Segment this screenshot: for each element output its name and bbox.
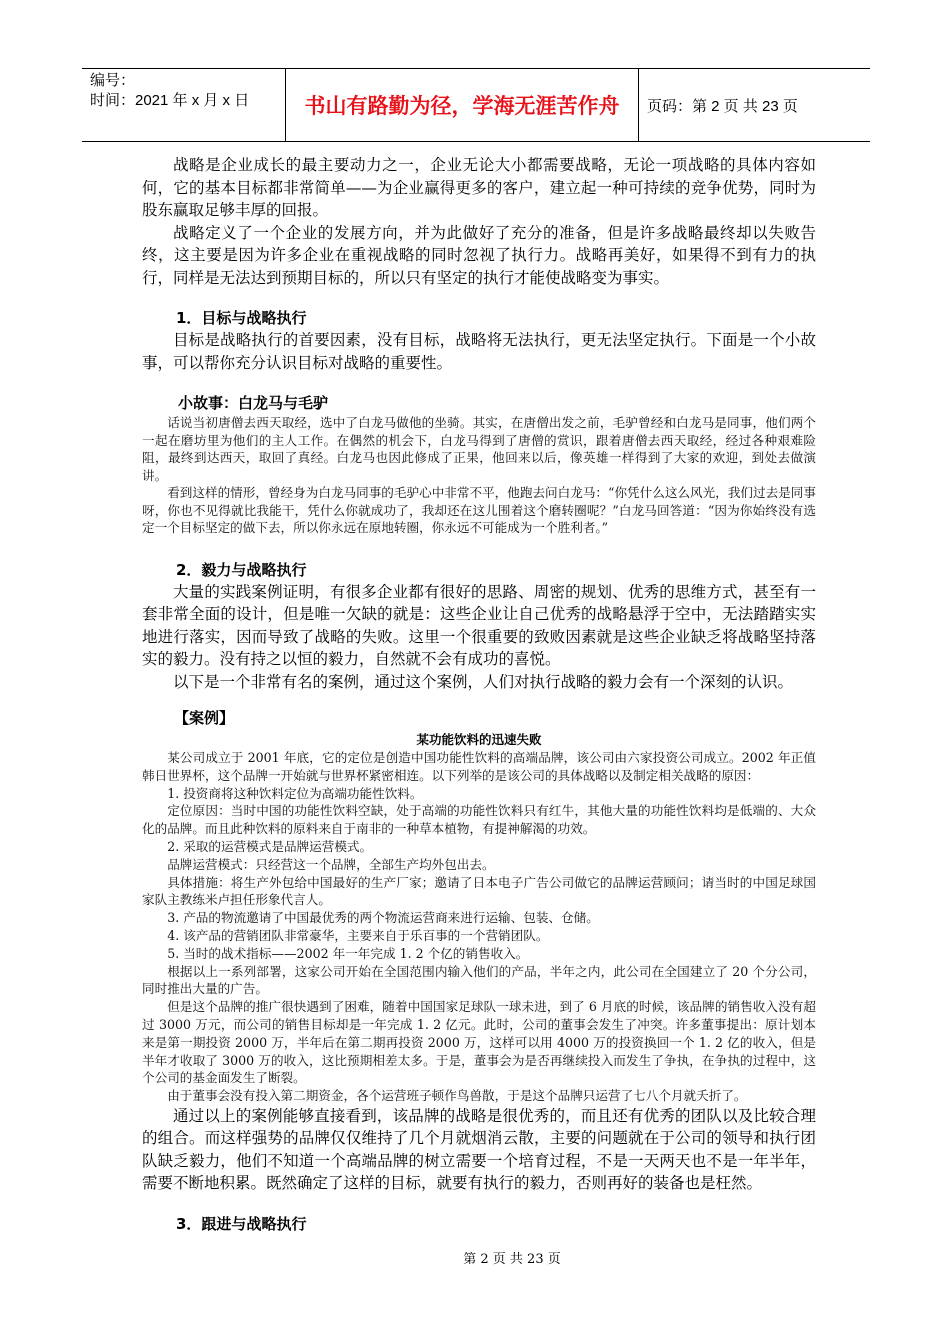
section-perseverance-paragraph-1: 大量的实践案例证明，有很多企业都有很好的思路、周密的规划、优秀的思维方式，甚至有一套非常全面的设计，但是唯一欠缺的就是：这些企业让自己优秀的战略悬浮于空中，无法踏踏实实地进行落实，因而导致了战略的失败。这里一个很重要的致败因素就是这些企业缺乏将战略坚持落实的毅力。没有持之以恒的毅力，自然就不会有成功的喜悦。: [142, 582, 816, 668]
case-line: 2. 采取的运营模式是品牌运营模式。: [167, 838, 373, 854]
section-heading-goal: 1．目标与战略执行: [176, 309, 307, 327]
case-line: 由于董事会没有投入第二期资金，各个运营班子顿作鸟兽散，于是这个品牌只运营了七八个月就夭折了。: [167, 1088, 747, 1104]
case-body: [142, 749, 816, 1105]
header-motto: 书山有路勤为径，学海无涯苦作舟: [286, 69, 639, 141]
case-line: 4. 该产品的营销团队非常豪华，主要来自于乐百事的一个营销团队。: [167, 927, 549, 943]
header-meta: [82, 69, 286, 141]
story-paragraph-2: 看到这样的情形，曾经身为白龙马同事的毛驴心中非常不平，他跑去问白龙马：“你凭什么这么风光，我们过去是同事呀，你也不见得就比我能干，凭什么你就成功了，我却还在这儿围着这个磨转圈呢？”白龙马回答道：“因为你始终没有选定一个目标坚定的做下去，所以你永远在原地转圈，你永远不可能成为一个胜利者。”: [142, 485, 816, 535]
case-line: 根据以上一系列部署，这家公司开始在全国范围内输入他们的产品，半年之内，此公司在全国建立了 20 个分公司，同时推出大量的广告。: [142, 963, 816, 997]
case-line: 5. 当时的战术指标——2002 年一年完成 1. 2 个亿的销售收入。: [167, 945, 529, 961]
case-line: 品牌运营模式：只经营这一个品牌，全部生产均外包出去。: [167, 856, 495, 872]
section-heading-follow-up: 3．跟进与战略执行: [176, 1214, 307, 1233]
document-time-label: 时间：2021 年 x 月 x 日: [90, 92, 250, 109]
case-label: 【案例】: [174, 709, 235, 727]
section-goal-body: 目标是战略执行的首要因素，没有目标，战略将无法执行，更无法坚定执行。下面是一个小故事，可以帮你充分认识目标对战略的重要性。: [142, 331, 816, 372]
intro-paragraph-2: 战略定义了一个企业的发展方向，并为此做好了充分的准备，但是许多战略最终却以失败告终，这主要是因为许多企业在重视战略的同时忽视了执行力。战略再美好，如果得不到有力的执行，同样是无法达到预期目标的，所以只有坚定的执行才能使战略变为事实。: [142, 223, 816, 287]
case-line: 某公司成立于 2001 年底，它的定位是创造中国功能性饮料的高端品牌，该公司由六家投资公司成立。2002 年正值韩日世界杯，这个品牌一开始就与世界杯紧密相连。以下列举的是该公司的具体战略以及制定相关战略的原因：: [142, 750, 816, 783]
case-line: 但是这个品牌的推广很快遇到了困难，随着中国国家足球队一球未进，到了 6 月底的时候，该品牌的销售收入没有超过 3000 万元，而公司的销售目标却是一年完成 1. 2 亿元。此时，公司的董事会发生了冲突。许多董事提出：原计划本来是第一期投资 2000 万，半年后在第二期再投资 2000 万，这样可以用 4000 万的投资换回一个 1. 2 亿的收入，但是半年才收取了 3000 万的收入，这比预期相差太多。于是，董事会为是否再继续投入而发生了争执，在争执的过程中，这个公司的基金面发生了断裂。: [142, 999, 816, 1086]
document-number-label: 编号：: [90, 72, 136, 89]
case-title: 某功能饮料的迅速失败: [416, 732, 542, 747]
story-paragraph-1: 话说当初唐僧去西天取经，选中了白龙马做他的坐骑。其实，在唐僧出发之前，毛驴曾经和白龙马是同事，他们两个一起在磨坊里为他们的主人工作。在偶然的机会下，白龙马得到了唐僧的赏识，跟着唐僧去西天取经，经过各种艰难险阻，最终到达西天，取回了真经。白龙马也因此修成了正果，他回来以后，像英雄一样得到了大家的欢迎，到处去做演讲。: [142, 415, 816, 483]
intro-paragraph-1: 战略是企业成长的最主要动力之一，企业无论大小都需要战略，无论一项战略的具体内容如何，它的基本目标都非常简单——为企业赢得更多的客户，建立起一种可持续的竞争优势，同时为股东赢取足够丰厚的回报。: [142, 156, 816, 219]
case-conclusion: 通过以上的案例能够直接看到，该品牌的战略是很优秀的，而且还有优秀的团队以及比较合理的组合。而这样强势的品牌仅仅维持了几个月就烟消云散，主要的问题就在于公司的领导和执行团队缺乏毅力，他们不知道一个高端品牌的树立需要一个培育过程，不是一天两天也不是一年半年，需要不断地积累。既然确定了这样的目标，就要有执行的毅力，否则再好的装备也是枉然。: [142, 1106, 816, 1193]
case-line: 1. 投资商将这种饮料定位为高端功能性饮料。: [167, 785, 423, 801]
document-body: [142, 154, 816, 1235]
case-line: 具体措施：将生产外包给中国最好的生产厂家；邀请了日本电子广告公司做它的品牌运营顾问；请当时的中国足球国家队主教练米卢担任形象代言人。: [142, 874, 816, 908]
case-line: 定位原因：当时中国的功能性饮料空缺，处于高端的功能性饮料只有红牛，其他大量的功能性饮料均是低端的、大众化的品牌。而且此种饮料的原料来自于南非的一种草本植物，有提神解渴的功效。: [142, 803, 816, 837]
section-heading-perseverance: 2．毅力与战略执行: [176, 560, 307, 579]
section-perseverance-paragraph-2: 以下是一个非常有名的案例，通过这个案例，人们对执行战略的毅力会有一个深刻的认识。: [173, 672, 794, 691]
case-line: 3. 产品的物流邀请了中国最优秀的两个物流运营商来进行运输、包装、仓储。: [167, 910, 599, 926]
page-footer: 第 2 页 共 23 页: [463, 1252, 561, 1267]
page-header: [82, 68, 870, 142]
story-title: 小故事：白龙马与毛驴: [178, 394, 329, 412]
header-page-number: 页码：第 2 页 共 23 页: [647, 97, 798, 115]
